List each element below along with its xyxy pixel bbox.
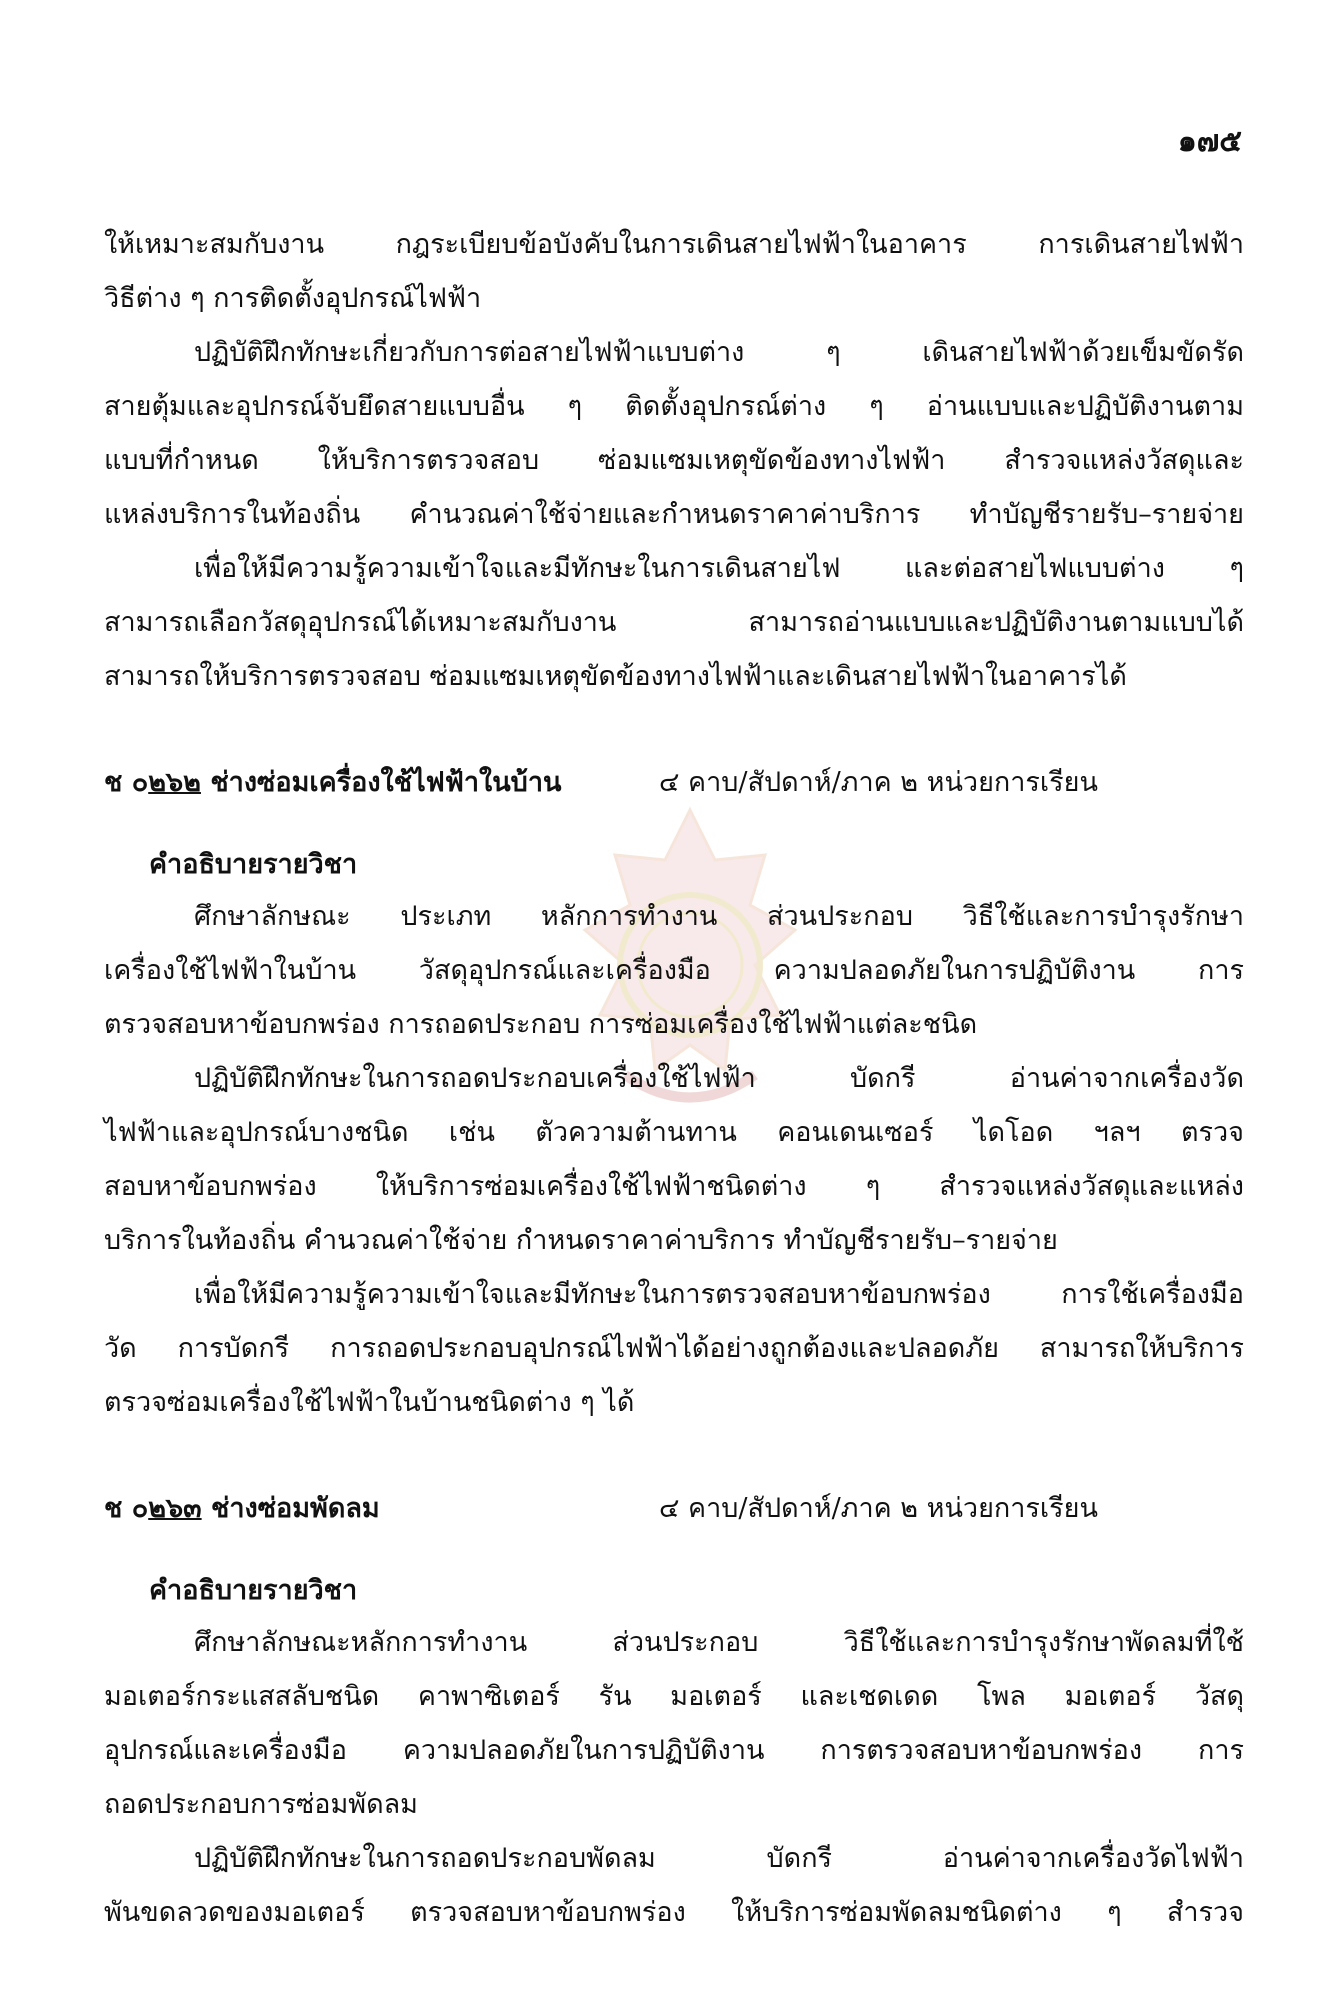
course-heading bbox=[104, 748, 1244, 818]
text-line: ตรวจสอบหาข้อบกพร่อง การถอดประกอบ การซ่อมเครื่องใช้ไฟฟ้าแต่ละชนิด bbox=[104, 1009, 978, 1040]
course-prefix: ช ๐ bbox=[104, 1493, 149, 1524]
text-line: ปฏิบัติฝึกทักษะในการถอดประกอบเครื่องใช้ไฟฟ้า บัดกรี อ่านค่าจากเครื่องวัด bbox=[194, 1063, 1244, 1094]
description-label: คำอธิบายรายวิชา bbox=[149, 1575, 358, 1606]
text-line: ตรวจซ่อมเครื่องใช้ไฟฟ้าในบ้านชนิดต่าง ๆ ได้ bbox=[104, 1387, 635, 1418]
course-section bbox=[104, 1474, 1244, 1940]
text-line: สามารถให้บริการตรวจสอบ ซ่อมแซมเหตุขัดข้องทางไฟฟ้าและเดินสายไฟฟ้าในอาคารได้ bbox=[104, 661, 1127, 692]
text-line: เพื่อให้มีความรู้ความเข้าใจและมีทักษะในการเดินสายไฟ และต่อสายไฟแบบต่าง ๆ bbox=[194, 553, 1244, 584]
course-meta: ๔ คาบ/สัปดาห์/ภาค ๒ หน่วยการเรียน bbox=[659, 767, 1098, 798]
text-line: วิธีต่าง ๆ การติดตั้งอุปกรณ์ไฟฟ้า bbox=[104, 283, 482, 314]
course-code-title bbox=[104, 748, 659, 818]
course-heading bbox=[104, 1474, 1244, 1544]
text-line: เครื่องใช้ไฟฟ้าในบ้าน วัสดุอุปกรณ์และเครื่องมือ ความปลอดภัยในการปฏิบัติงาน การ bbox=[104, 955, 1244, 986]
text-line: ถอดประกอบการซ่อมพัดลม bbox=[104, 1789, 418, 1820]
course-code-number: ๒๖๓ bbox=[148, 1493, 202, 1524]
text-line: ไฟฟ้าและอุปกรณ์บางชนิด เช่น ตัวความต้านทาน คอนเดนเซอร์ ไดโอด ฯลฯ ตรวจ bbox=[104, 1117, 1244, 1148]
course-title: ช่างซ่อมพัดลม bbox=[211, 1493, 380, 1524]
text-line: แหล่งบริการในท้องถิ่น คำนวณค่าใช้จ่ายและกำหนดราคาค่าบริการ ทำบัญชีรายรับ–รายจ่าย bbox=[104, 499, 1244, 530]
text-line: ให้เหมาะสมกับงาน กฎระเบียบข้อบังคับในการเดินสายไฟฟ้าในอาคาร การเดินสายไฟฟ้า bbox=[104, 229, 1244, 260]
course-prefix: ช ๐ bbox=[104, 767, 149, 798]
text-line: เพื่อให้มีความรู้ความเข้าใจและมีทักษะในการตรวจสอบหาข้อบกพร่อง การใช้เครื่องมือ bbox=[194, 1279, 1244, 1310]
course-code-number: ๒๖๒ bbox=[148, 767, 201, 798]
text-line: ศึกษาลักษณะหลักการทำงาน ส่วนประกอบ วิธีใช้และการบำรุงรักษาพัดลมที่ใช้ bbox=[194, 1627, 1244, 1658]
text-line: สอบหาข้อบกพร่อง ให้บริการซ่อมเครื่องใช้ไฟฟ้าชนิดต่าง ๆ สำรวจแหล่งวัสดุและแหล่ง bbox=[104, 1171, 1244, 1202]
text-line: ปฏิบัติฝึกทักษะเกี่ยวกับการต่อสายไฟฟ้าแบบต่าง ๆ เดินสายไฟฟ้าด้วยเข็มขัดรัด bbox=[194, 337, 1244, 368]
description-label: คำอธิบายรายวิชา bbox=[149, 849, 358, 880]
page-number: ๑๗๕ bbox=[1177, 124, 1242, 159]
course-code-title bbox=[104, 1474, 659, 1544]
text-line: พันขดลวดของมอเตอร์ ตรวจสอบหาข้อบกพร่อง ให้บริการซ่อมพัดลมชนิดต่าง ๆ สำรวจ bbox=[104, 1897, 1244, 1928]
text-line: ปฏิบัติฝึกทักษะในการถอดประกอบพัดลม บัดกรี อ่านค่าจากเครื่องวัดไฟฟ้า bbox=[194, 1843, 1244, 1874]
text-line: อุปกรณ์และเครื่องมือ ความปลอดภัยในการปฏิบัติงาน การตรวจสอบหาข้อบกพร่อง การ bbox=[104, 1735, 1244, 1766]
course-meta: ๔ คาบ/สัปดาห์/ภาค ๒ หน่วยการเรียน bbox=[659, 1493, 1098, 1524]
text-line: มอเตอร์กระแสสลับชนิด คาพาซิเตอร์ รัน มอเตอร์ และเชดเดด โพล มอเตอร์ วัสดุ bbox=[104, 1681, 1244, 1712]
course-title: ช่างซ่อมเครื่องใช้ไฟฟ้าในบ้าน bbox=[210, 767, 562, 798]
text-line: สามารถเลือกวัสดุอุปกรณ์ได้เหมาะสมกับงาน สามารถอ่านแบบและปฏิบัติงานตามแบบได้ bbox=[104, 607, 1244, 638]
text-line: ศึกษาลักษณะ ประเภท หลักการทำงาน ส่วนประกอบ วิธีใช้และการบำรุงรักษา bbox=[194, 901, 1244, 932]
intro-block bbox=[104, 218, 1244, 704]
text-line: แบบที่กำหนด ให้บริการตรวจสอบ ซ่อมแซมเหตุขัดข้องทางไฟฟ้า สำรวจแหล่งวัสดุและ bbox=[104, 445, 1244, 476]
course-section bbox=[104, 748, 1244, 1430]
document-body bbox=[104, 218, 1244, 1940]
text-line: วัด การบัดกรี การถอดประกอบอุปกรณ์ไฟฟ้าได้อย่างถูกต้องและปลอดภัย สามารถให้บริการ bbox=[104, 1333, 1244, 1364]
text-line: บริการในท้องถิ่น คำนวณค่าใช้จ่าย กำหนดราคาค่าบริการ ทำบัญชีรายรับ–รายจ่าย bbox=[104, 1225, 1058, 1256]
text-line: สายตุ้มและอุปกรณ์จับยึดสายแบบอื่น ๆ ติดตั้งอุปกรณ์ต่าง ๆ อ่านแบบและปฏิบัติงานตาม bbox=[104, 391, 1244, 422]
